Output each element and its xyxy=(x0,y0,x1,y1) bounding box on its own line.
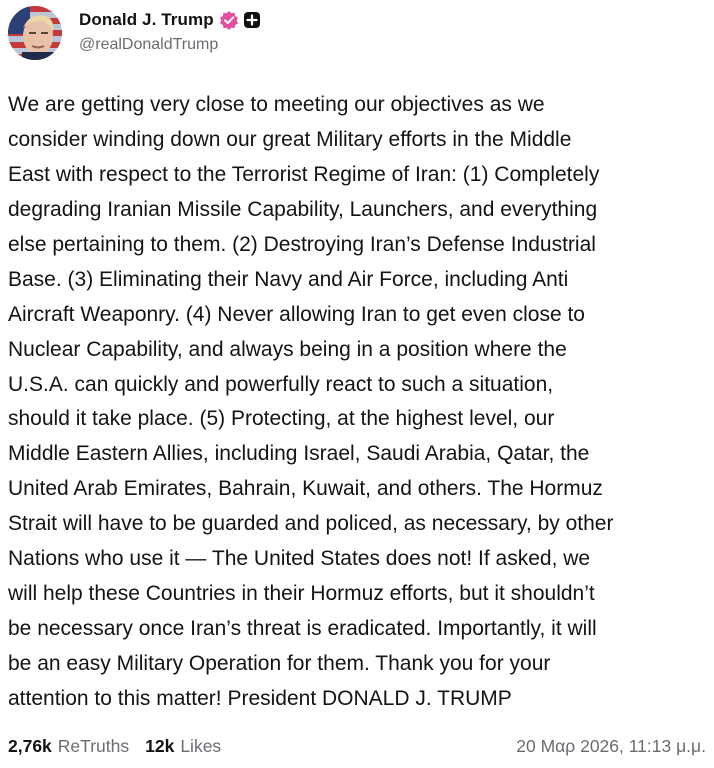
post-text-line: else pertaining to them. (2) Destroying Iran’s Defense Industrial xyxy=(8,232,596,256)
post-text-line: consider winding down our great Military efforts in the Middle xyxy=(8,127,572,151)
post-header xyxy=(8,6,698,62)
likes-count: 12k xyxy=(145,735,175,756)
post-body xyxy=(8,88,708,717)
post-text-line: should it take place. (5) Protecting, at the highest level, our xyxy=(8,407,555,431)
retruths-count: 2,76k xyxy=(8,735,52,756)
post-text-line: Nuclear Capability, and always being in a position where the xyxy=(8,337,567,361)
post-text-line: degrading Iranian Missile Capability, Launchers, and everything xyxy=(8,197,598,221)
retruths-label: ReTruths xyxy=(57,735,130,756)
post-footer xyxy=(8,732,706,760)
post-text-line: United Arab Emirates, Bahrain, Kuwait, and others. The Hormuz xyxy=(8,477,603,501)
avatar-image xyxy=(8,6,62,60)
likes-stat[interactable] xyxy=(145,736,221,757)
post-timestamp[interactable]: 20 Μαρ 2026, 11:13 μ.μ. xyxy=(516,735,706,756)
post-text-line: attention to this matter! President DONALD J. TRUMP xyxy=(8,686,512,710)
post-text-line: U.S.A. can quickly and powerfully react to such a situation, xyxy=(8,372,554,396)
post-text-line: Aircraft Weaponry. (4) Never allowing Iran to get even close to xyxy=(8,302,585,326)
likes-label: Likes xyxy=(180,735,222,756)
retruths-stat[interactable] xyxy=(8,736,129,757)
author-display-name[interactable]: Donald J. Trump xyxy=(79,10,214,29)
avatar[interactable] xyxy=(8,6,62,60)
post-text-line: will help these Countries in their Hormuz efforts, but it shouldn’t xyxy=(8,582,595,606)
post-text-line: be necessary once Iran’s threat is eradicated. Importantly, it will xyxy=(8,617,597,641)
post-text-line: East with respect to the Terrorist Regime of Iran: (1) Completely xyxy=(8,162,600,186)
post-text-line: Nations who use it — The United States does not! If asked, we xyxy=(8,547,591,571)
post-text-line: We are getting very close to meeting our objectives as we xyxy=(8,93,545,116)
post-text-line: Middle Eastern Allies, including Israel, Saudi Arabia, Qatar, the xyxy=(8,442,590,466)
author-name-row xyxy=(79,8,261,32)
plus-square-icon xyxy=(243,11,261,29)
author-handle[interactable]: @realDonaldTrump xyxy=(79,36,219,53)
post-text-line: be an easy Military Operation for them. Thank you for your xyxy=(8,652,551,675)
post-text-line: Base. (3) Eliminating their Navy and Air Force, including Anti xyxy=(8,267,569,291)
post-text-line: Strait will have to be guarded and policed, as necessary, by other xyxy=(8,512,614,536)
author-block xyxy=(79,8,261,64)
verified-badge-icon xyxy=(219,10,239,30)
